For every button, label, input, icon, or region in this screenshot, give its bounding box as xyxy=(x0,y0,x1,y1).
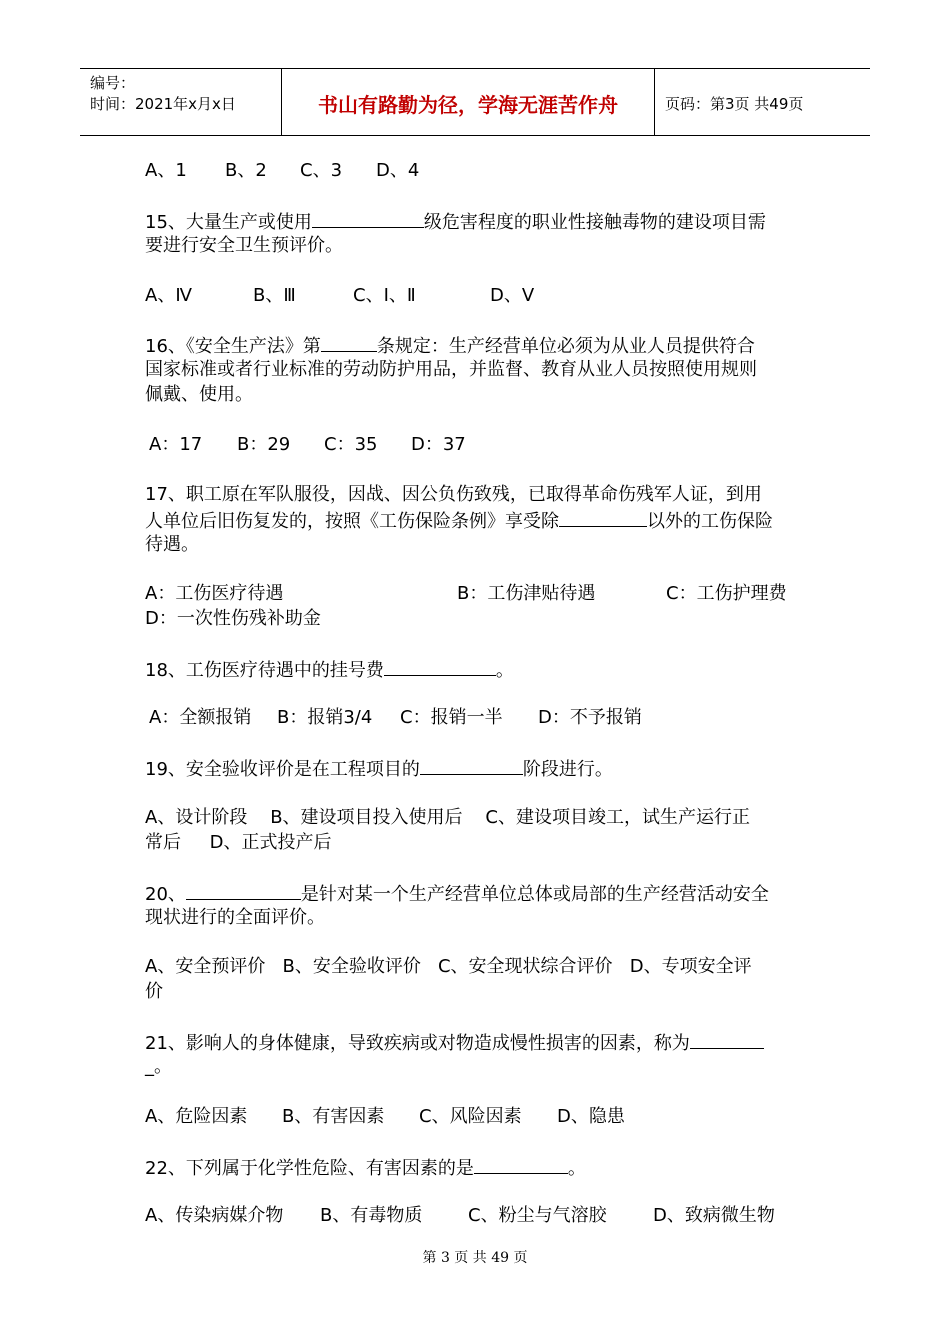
q15-options xyxy=(145,283,810,308)
option: A：全额报销 xyxy=(149,707,252,728)
q20-options-line2: 价 xyxy=(145,981,163,1002)
option: B、有毒物质 xyxy=(320,1205,423,1226)
header-page-label: 页码：第3页 共49页 xyxy=(665,95,804,113)
answer-blank xyxy=(186,880,301,900)
option: C、风险因素 xyxy=(419,1106,522,1127)
question-17: 17、职工原在军队服役，因战、因公负伤致残，已取得革命伤残军人证，到用 xyxy=(145,484,762,505)
question-18 xyxy=(145,656,810,683)
question-text: 18、工伤医疗待遇中的挂号费 xyxy=(145,660,384,681)
answer-blank xyxy=(321,332,377,352)
question-text: 15、大量生产或使用 xyxy=(145,212,312,233)
number-label: 编号： xyxy=(90,74,136,92)
q17-options xyxy=(145,581,810,606)
option: A、传染病媒介物 xyxy=(145,1205,284,1226)
option: B：工伤津贴待遇 xyxy=(457,583,596,604)
answer-blank xyxy=(420,755,523,775)
option: C、Ⅰ、Ⅱ xyxy=(353,285,416,306)
question-19 xyxy=(145,755,810,782)
answer-blank xyxy=(474,1154,568,1174)
header-motto: 书山有路勤为径，学海无涯苦作舟 xyxy=(318,93,618,117)
question-text: 条规定：生产经营单位必须为从业人员提供符合 xyxy=(376,336,755,357)
option: C、3 xyxy=(300,160,343,181)
q21-options xyxy=(145,1104,810,1129)
option: A、Ⅳ xyxy=(145,285,192,306)
header-divider xyxy=(654,69,655,135)
question-15-line2: 要进行安全卫生预评价。 xyxy=(145,235,343,256)
page-header xyxy=(80,68,870,136)
option: C：报销一半 xyxy=(400,707,503,728)
option: D、隐患 xyxy=(557,1106,625,1127)
question-text: 16、《安全生产法》第 xyxy=(145,336,321,357)
option: A、1 xyxy=(145,160,187,181)
question-text: 。 xyxy=(567,1158,586,1179)
question-text: 。 xyxy=(495,660,514,681)
question-17-line2 xyxy=(145,507,810,534)
question-text: 人单位后旧伤复发的，按照《工伤保险条例》享受除 xyxy=(145,511,559,532)
answer-blank xyxy=(312,208,424,228)
answer-blank xyxy=(384,656,496,676)
option: B、有害因素 xyxy=(282,1106,385,1127)
answer-blank xyxy=(690,1029,764,1049)
option: D：37 xyxy=(411,434,466,455)
question-text: 20、 xyxy=(145,884,186,905)
header-meta xyxy=(90,73,236,115)
question-21 xyxy=(145,1029,810,1056)
question-17-line3: 待遇。 xyxy=(145,534,199,555)
question-15 xyxy=(145,208,810,235)
question-text: 21、影响人的身体健康，导致疾病或对物造成慢性损害的因素，称为 xyxy=(145,1033,690,1054)
question-20 xyxy=(145,880,810,907)
q17-option-d: D：一次性伤残补助金 xyxy=(145,608,321,629)
question-text: 22、下列属于化学性危险、有害因素的是 xyxy=(145,1158,474,1179)
q14-options xyxy=(145,158,810,183)
option: C、粉尘与气溶胶 xyxy=(468,1205,607,1226)
question-text: 级危害程度的职业性接触毒物的建设项目需 xyxy=(423,212,766,233)
option: D、致病微生物 xyxy=(653,1205,775,1226)
option: D：不予报销 xyxy=(538,707,642,728)
q18-options xyxy=(149,705,814,730)
option: C：35 xyxy=(324,434,378,455)
option: D、4 xyxy=(376,160,420,181)
question-text: 以外的工伤保险 xyxy=(647,511,773,532)
question-22 xyxy=(145,1154,810,1181)
question-20-line2: 现状进行的全面评价。 xyxy=(145,907,325,928)
q16-options xyxy=(149,432,814,457)
option: A、危险因素 xyxy=(145,1106,248,1127)
question-text: 阶段进行。 xyxy=(522,759,613,780)
q22-options xyxy=(145,1203,810,1228)
q20-options: A、安全预评价 B、安全验收评价 C、安全现状综合评价 D、专项安全评 xyxy=(145,956,752,977)
option: B：报销3/4 xyxy=(277,707,373,728)
time-label: 时间：2021年x月x日 xyxy=(90,95,236,113)
question-text: 19、安全验收评价是在工程项目的 xyxy=(145,759,420,780)
option: B、2 xyxy=(225,160,267,181)
option: A：工伤医疗待遇 xyxy=(145,583,284,604)
option: B、Ⅲ xyxy=(253,285,296,306)
question-21-line2: _。 xyxy=(145,1056,172,1077)
question-16-line3: 佩戴、使用。 xyxy=(145,384,253,405)
question-16 xyxy=(145,332,810,359)
question-16-line2: 国家标准或者行业标准的劳动防护用品，并监督、教育从业人员按照使用规则 xyxy=(145,359,757,380)
option: C：工伤护理费 xyxy=(666,583,787,604)
answer-blank xyxy=(559,507,647,527)
page-footer: 第 3 页 共 49 页 xyxy=(422,1250,528,1266)
q19-options-line2: 常后 D、正式投产后 xyxy=(145,832,332,853)
option: D、Ⅴ xyxy=(490,285,535,306)
option: B：29 xyxy=(237,434,291,455)
option: A：17 xyxy=(149,434,203,455)
question-text: 是针对某一个生产经营单位总体或局部的生产经营活动安全 xyxy=(300,884,769,905)
q19-options: A、设计阶段 B、建设项目投入使用后 C、建设项目竣工，试生产运行正 xyxy=(145,807,751,828)
